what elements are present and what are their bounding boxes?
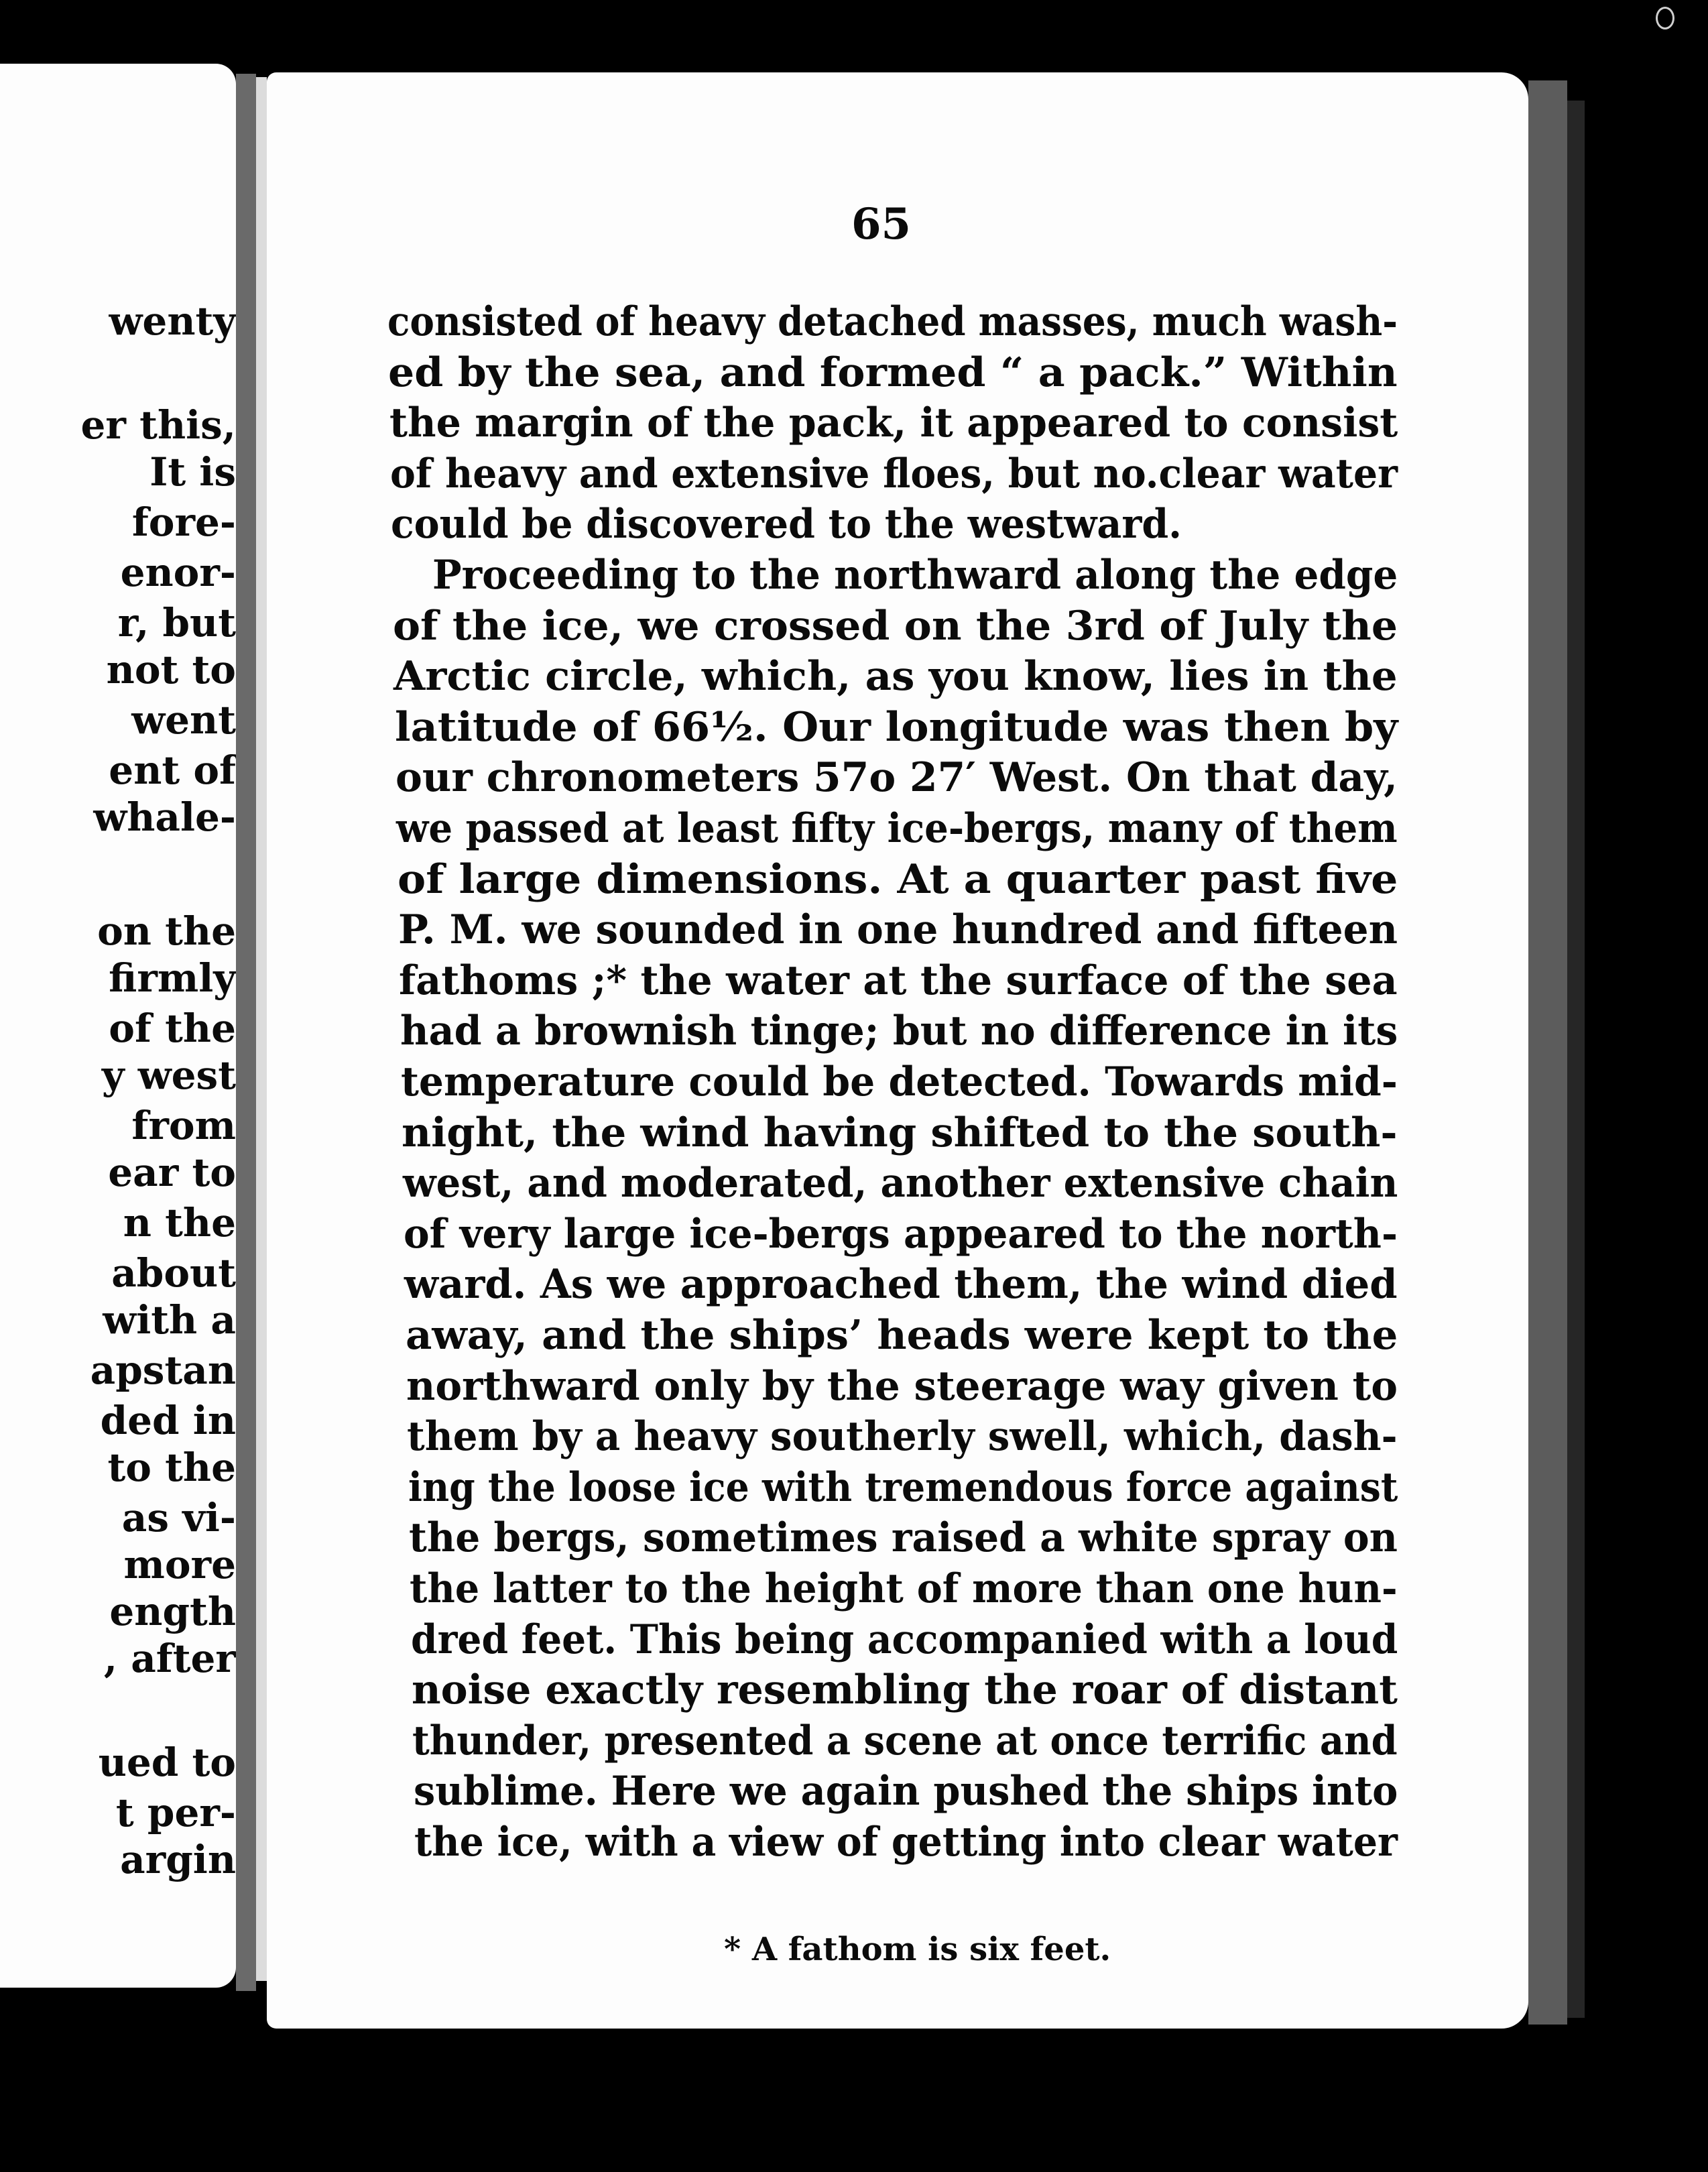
body-line: ward. As we approached them, the wind died [404, 1261, 1398, 1309]
left-page-line: of the [109, 1006, 236, 1051]
body-line: of very large ice-bergs appeared to the north- [404, 1210, 1398, 1258]
left-page [0, 64, 236, 1988]
left-page-line: went [131, 697, 236, 743]
left-page-line: on the [97, 908, 236, 954]
body-line: consisted of heavy detached masses, much wash- [387, 298, 1398, 345]
left-page-line: r, but [117, 600, 236, 646]
body-line: of the ice, we crossed on the 3rd of July the [393, 602, 1398, 650]
body-line: away, and the ships’ heads were kept to the [405, 1312, 1398, 1359]
left-page-line: It is [149, 449, 236, 495]
body-line: dred feet. This being accompanied with a loud [410, 1616, 1398, 1663]
left-page-line: ded in [100, 1398, 236, 1443]
body-line: west, and moderated, another extensive chain [402, 1160, 1398, 1207]
body-line: temperature could be detected. Towards mid- [401, 1059, 1398, 1105]
left-page-line: ued to [98, 1740, 236, 1785]
body-line: northward only by the steerage way given to [406, 1362, 1398, 1410]
body-line: thunder, presented a scene at once terrific and [412, 1717, 1398, 1764]
body-line: the ice, with a view of getting into clear water [414, 1819, 1398, 1866]
body-line: sublime. Here we again pushed the ships into [413, 1768, 1398, 1815]
body-line: Arctic circle, which, as you know, lies in the [393, 653, 1398, 701]
left-page-line: ength [109, 1589, 236, 1634]
body-line: night, the wind having shifted to the south- [402, 1109, 1398, 1156]
body-line: our chronometers 57o 27′ West. On that day, [395, 754, 1398, 802]
left-page-line: enor- [120, 550, 236, 595]
body-line: the bergs, sometimes raised a white spray on [409, 1514, 1398, 1562]
body-line: we passed at least fifty ice-bergs, many of them [396, 805, 1398, 852]
left-page-line: more [123, 1542, 236, 1587]
body-line: the latter to the height of more than one hun- [410, 1565, 1398, 1612]
gutter-edge [256, 77, 267, 1981]
left-page-line: whale- [93, 794, 236, 840]
gutter-shadow [236, 74, 256, 1991]
body-line: ed by the sea, and formed “ a pack.” Within [388, 349, 1398, 396]
body-line: ing the loose ice with tremendous force against [408, 1463, 1398, 1511]
page-edge-dark [1567, 101, 1585, 2018]
left-page-line: ent of [109, 747, 236, 793]
left-page-line: with a [103, 1297, 236, 1343]
body-line: latitude of 66½. Our longitude was then by [394, 703, 1398, 751]
body-line: of large dimensions. At a quarter past five [397, 855, 1398, 903]
left-page-line: from [131, 1103, 236, 1148]
left-page-line: t per- [115, 1790, 236, 1835]
body-line: Proceeding to the northward along the edge [432, 552, 1398, 599]
page-number: 65 [851, 199, 912, 249]
left-page-line: about [111, 1250, 236, 1296]
left-page-line: fore- [131, 499, 236, 545]
left-page-line: wenty [109, 298, 236, 344]
body-line: noise exactly resembling the roar of distant [412, 1667, 1398, 1714]
body-line: P. M. we sounded in one hundred and fifteen [398, 906, 1398, 954]
left-page-line: to the [107, 1445, 236, 1490]
page-edge [1528, 80, 1567, 2025]
corner-speck [1656, 7, 1674, 29]
left-page-line: n the [123, 1200, 236, 1246]
body-line: fathoms ;* the water at the surface of the sea [399, 957, 1398, 1004]
body-line: could be discovered to the westward. [391, 501, 1182, 548]
left-page-line: apstan [90, 1347, 236, 1393]
body-line: of heavy and extensive floes, but no.clear water [390, 450, 1398, 497]
body-line: had a brownish tinge; but no difference in its [400, 1008, 1398, 1055]
left-page-line: y west [101, 1052, 236, 1098]
left-page-line: not to [106, 647, 236, 692]
left-page-line: er this, [80, 402, 236, 448]
left-page-line: as vi- [121, 1495, 236, 1541]
left-page-line: ear to [108, 1150, 236, 1195]
footnote: * A fathom is six feet. [724, 1931, 1111, 1968]
left-page-line: argin [120, 1837, 236, 1882]
left-page-line: firmly [109, 955, 236, 1001]
body-line: the margin of the pack, it appeared to consist [389, 400, 1398, 447]
body-line: them by a heavy southerly swell, which, dash- [407, 1413, 1398, 1461]
left-page-line: , after [103, 1636, 236, 1681]
